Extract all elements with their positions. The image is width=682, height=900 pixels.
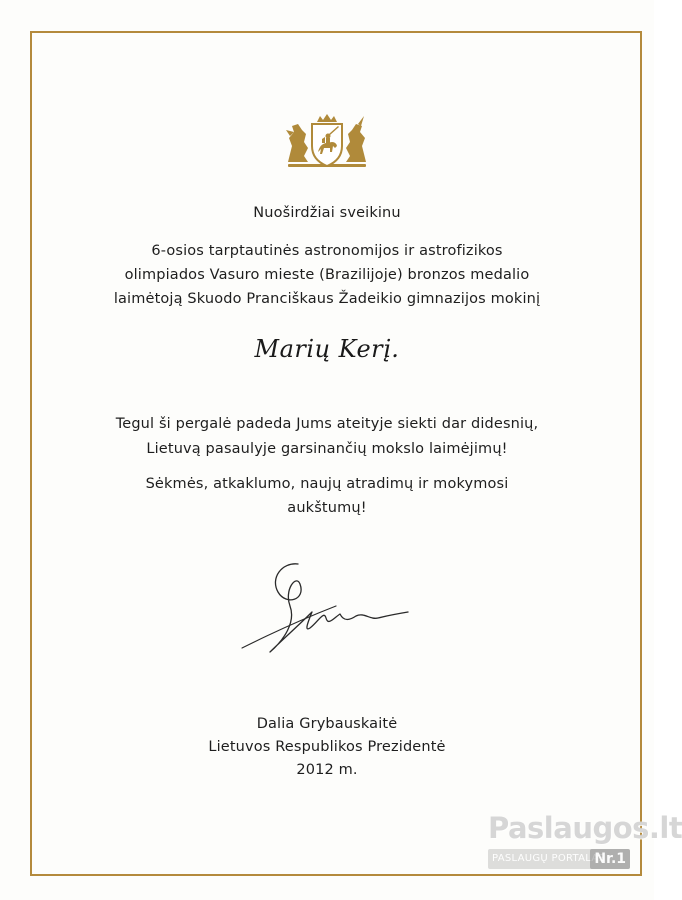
body-line: laimėtoją Skuodo Pranciškaus Žadeikio gimnazijos mokinį bbox=[113, 291, 541, 307]
wish-line: Tegul ši pergalė padeda Jums ateityje siekti dar didesnių, bbox=[115, 416, 539, 432]
wish-line: Lietuvą pasaulyje garsinančių mokslo laimėjimų! bbox=[146, 441, 508, 457]
signature bbox=[240, 562, 420, 658]
closing-line: Sėkmės, atkaklumo, naujų atradimų ir mokymosi bbox=[145, 476, 509, 492]
recipient-name: Marių Kerį. bbox=[254, 335, 400, 363]
greeting-line: Nuoširdžiai sveikinu bbox=[253, 205, 401, 221]
coat-of-arms-icon bbox=[282, 112, 372, 172]
body-line: 6-osios tarptautinės astronomijos ir astrofizikos bbox=[151, 243, 503, 259]
body-line: olimpiados Vasuro mieste (Brazilijoje) bronzos medalio bbox=[124, 267, 530, 283]
watermark-badge: Nr.1 bbox=[590, 849, 630, 869]
signer-title: Lietuvos Respublikos Prezidentė bbox=[208, 739, 446, 755]
signer-name: Dalia Grybauskaitė bbox=[256, 716, 398, 732]
watermark-subtitle-bar bbox=[488, 849, 630, 869]
watermark-title: Paslaugos.lt bbox=[488, 811, 682, 845]
watermark-logo bbox=[488, 811, 682, 877]
closing-line: aukštumų! bbox=[287, 500, 367, 516]
signer-year: 2012 m. bbox=[296, 762, 358, 778]
watermark-subtitle: PASLAUGŲ PORTALAS bbox=[492, 853, 606, 864]
